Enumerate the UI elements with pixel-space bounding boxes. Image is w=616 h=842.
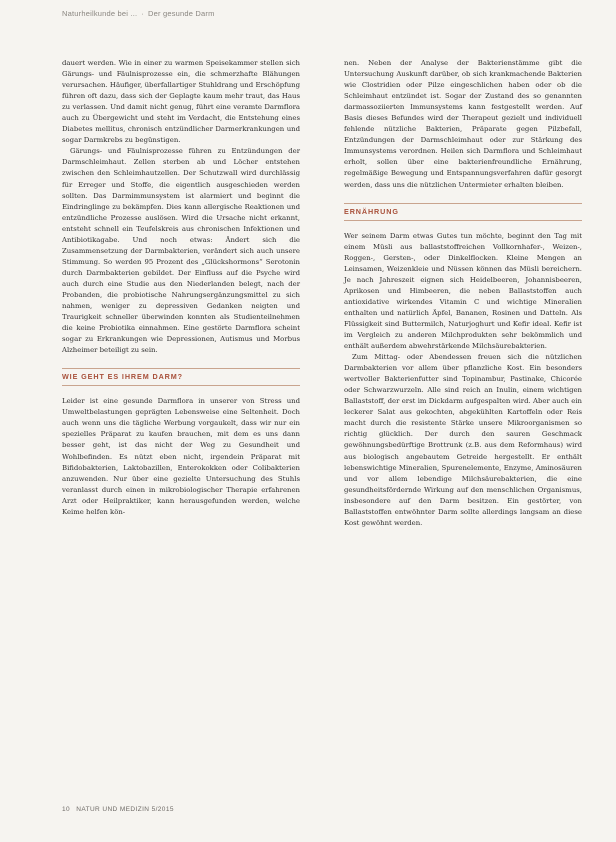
header-section: Naturheilkunde bei ... bbox=[62, 9, 138, 18]
header-title: Der gesunde Darm bbox=[147, 9, 215, 18]
left-paragraph-1: dauert werden. Wie in einer zu warmen Speisekammer stellen sich Gärungs- und Fäulnisprozesse ein, die schmerzhafte Blähungen verursachen. Häufiger, überfallartiger Stuhldrang und Erschöpfung führen oft dazu, dass sich der Geplagte kaum mehr traut, das Haus zu verlassen. Und damit nicht genug, führt eine veramte Darmflora auch zu Übergewicht und steht im Verdacht, die Entstehung eines Diabetes mellitus, chronisch entzündlicher Darmerkrankungen und sogar Darmkrebs zu begünstigen. bbox=[62, 59, 300, 145]
left-column bbox=[62, 58, 300, 518]
page-footer bbox=[62, 806, 174, 813]
section-heading-ernaehrung: ERNÄHRUNG bbox=[344, 203, 582, 221]
right-column bbox=[344, 58, 582, 529]
page-number: 10 bbox=[62, 806, 71, 813]
section-heading-darm: WIE GEHT ES IHREM DARM? bbox=[62, 368, 300, 386]
right-paragraph-3: Zum Mittag- oder Abendessen freuen sich die nützlichen Darmbakterien vor allem über pflanzliche Kost. Ein besonders wertvoller Bakterienfutter sind Topinambur, Pastinake, Chicorée oder Schwarzwurzeln. Alle sind reich an Inulin, einem wichtigen Ballaststoff, der erst im Dickdarm aufgespalten wird. Aber auch ein leckerer Salat aus gekochten, abgekühlten Kartoffeln oder Reis macht durch die resistente Stärke unsere Mikroorganismen so richtig glücklich. Der durch den sauren Geschmack gewöhnungsbedürftige Brottrunk (z.B. aus dem Reformhaus) wird aus biologisch angebautem Getreide hergestellt. Er enthält lebenswichtige Mineralien, Spurenelemente, Enzyme, Aminosäuren und vor allem lebendige Milchsäurebakterien, die eine gesundheitsfördernde Wirkung auf den menschlichen Organismus, insbesondere auf den Darm besitzen. Ein gestörter, von Ballaststoffen entwöhnter Darm sollte allerdings langsam an diese Kost gewöhnt werden. bbox=[344, 353, 582, 527]
right-paragraph-2: Wer seinem Darm etwas Gutes tun möchte, beginnt den Tag mit einem Müsli aus ballaststoffreichen Vollkornhafer-, Weizen-, Roggen-, Gersten-, oder Dinkelflocken. Kleine Mengen an Leinsamen, Weizenkleie und Nüssen können das Müsli bereichern. Je nach Jahreszeit eignen sich Heidelbeeren, Johannisbeeren, Aprikosen und Himbeeren, die neben Ballaststoffen auch antioxidative wirkendes Vitamin C und wichtige Mineralien enthalten und natürlich Äpfel, Bananen, Rosinen und Datteln. Als Flüssigkeit sind Buttermilch, Naturjoghurt und Kefir ideal. Kefir ist im Vergleich zu anderen Milchprodukten sehr bekömmlich und enthält außerdem abwehrstärkende Milchsäurebakterien. bbox=[344, 231, 582, 351]
left-paragraph-2: Gärungs- und Fäulnisprozesse führen zu Entzündungen der Darmschleimhaut. Zellen sterben ab und Löcher entstehen zwischen den Schleimhautzellen. Der Schutzwall wird durchlässig für Erreger und Stoffe, die eigentlich ausgeschieden werden sollten. Das Darmimmunsystem ist alarmiert und beginnt die Eindringlinge zu bekämpfen. Dies kann allergische Reaktionen und entzündliche Prozesse auslösen. Wird die Ursache nicht erkannt, entsteht schnell ein Teufelskreis aus chronischen Infektionen und Antibiotikagabe. Und noch etwas: Ändert sich die Zusammensetzung der Darmbakterien, verändert sich auch unsere Stimmung. So werden 95 Prozent des „Glückshormons“ Serotonin durch Darmbakterien gebildet. Der Einfluss auf die Psyche wird auch durch eine Studie aus den Niederlanden belegt, nach der Probanden, die probiotische Nahrungsergänzungsmittel zu sich nahmen, weniger zu depressiven Gedanken neigten und Traurigkeit schneller überwinden konnten als Studienteilnehmen die keine Probiotika einnahmen. Eine gestörte Darmflora scheint sogar zu Erkrankungen wie Depressionen, Autismus und Morbus Alzheimer beteiligt zu sein. bbox=[62, 147, 300, 355]
publication-name: NATUR UND MEDIZIN 5/2015 bbox=[76, 806, 174, 813]
left-paragraph-3: Leider ist eine gesunde Darmflora in unserer von Stress und Umweltbelastungen geprägten Lebensweise eine Seltenheit. Doch auch wenn uns die tägliche Werbung vorgaukelt, dass wir nur ein spezielles Präparat zu kaufen brauchen, mit dem es uns dann besser geht, ist das nicht der Weg zu Gesundheit und Wohlbefinden. Es nützt eben nicht, irgendein Präparat mit Bifidobakterien, Laktobazillen, Enterokokken oder Colibakterien anzuwenden. Nur über eine gezielte Untersuchung des Stuhls veranlasst durch einen in mikrobiologischer Therapie erfahrenen Arzt oder Heilpraktiker, kann herausgefunden werden, welche Keime helfen kön- bbox=[62, 397, 300, 516]
right-paragraph-1: nen. Neben der Analyse der Bakterienstämme gibt die Untersuchung Auskunft darüber, ob sich krankmachende Bakterien wie Clostridien oder Pilze eingeschlichen haben oder ob die Schleimhaut entzündet ist. Sogar der Zustand des so genannten darmassoziierten Immunsystems kann festgestellt werden. Auf Basis dieses Befundes wird der Therapeut gezielt und individuell fehlende nützliche Bakterien, Präparate gegen Pilzbefall, Entzündungen der Darmschleimhaut oder zur Stärkung des Immunsystems verordnen. Heilen sich Darmflora und Schleimhaut erholt, sollen über eine bakterienfreundliche Ernährung, regelmäßige Bewegung und Entspannungsverfahren dafür gesorgt werden, dass uns die nützlichen Untermieter erhalten bleiben. bbox=[344, 59, 582, 189]
running-header bbox=[62, 9, 215, 18]
header-separator: · bbox=[141, 9, 144, 18]
